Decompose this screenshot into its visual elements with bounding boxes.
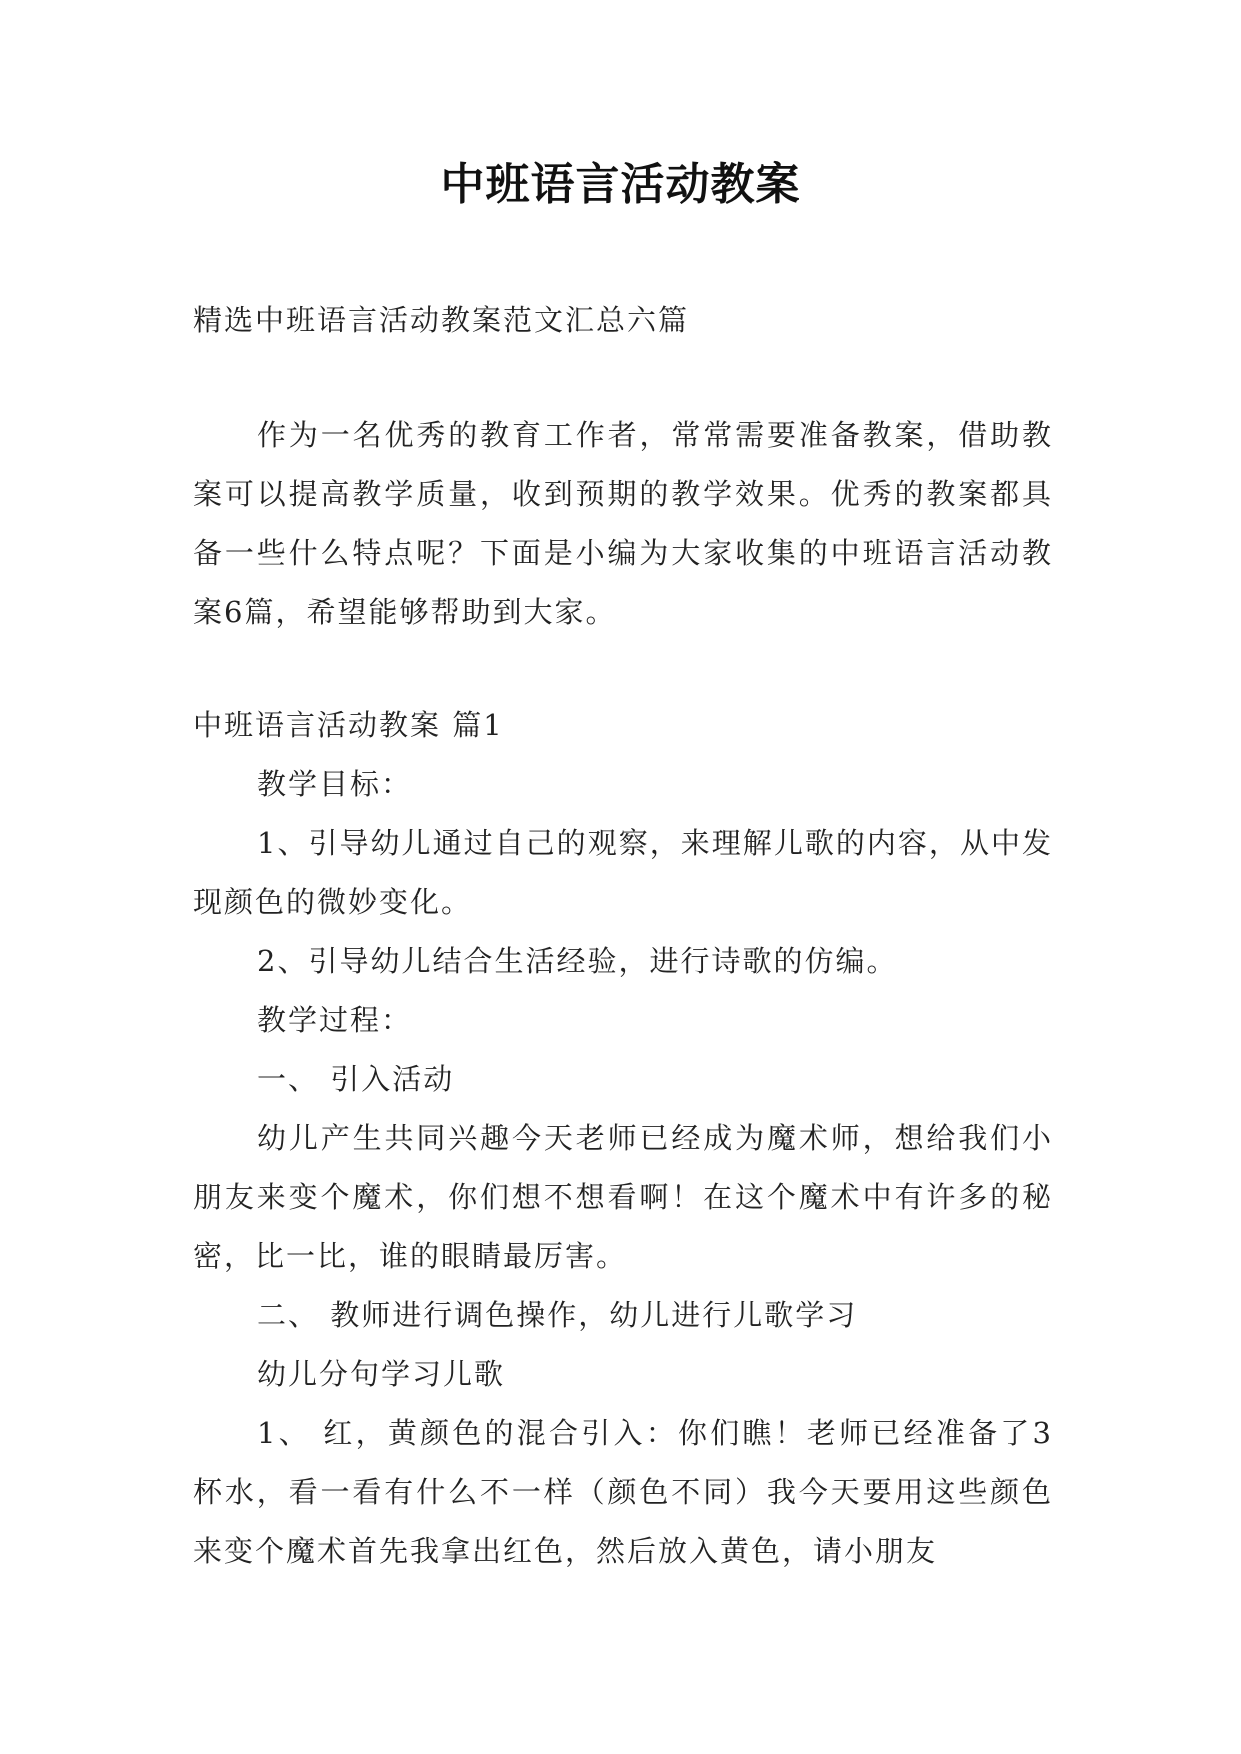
step-2-heading: 二、 教师进行调色操作，幼儿进行儿歌学习 [257,1298,858,1332]
document-subtitle: 精选中班语言活动教案范文汇总六篇 [193,303,690,337]
sub-learn-heading: 幼儿分句学习儿歌 [257,1357,506,1391]
intro-paragraph: 作为一名优秀的教育工作者，常常需要准备教案，借助教案可以提高教学质量，收到预期的教学效果。优秀的教案都具备一些什么特点呢？下面是小编为大家收集的中班语言活动教案6篇，希望能够帮助到大家。 [193,418,1053,629]
step-1-paragraph: 幼儿产生共同兴趣今天老师已经成为魔术师，想给我们小朋友来变个魔术，你们想不想看啊！在这个魔术中有许多的秘密，比一比，谁的眼睛最厉害。 [193,1121,1053,1273]
item-1-paragraph: 1、 红，黄颜色的混合引入：你们瞧！老师已经准备了3杯水，看一看有什么不一样（颜色不同）我今天要用这些颜色来变个魔术首先我拿出红色，然后放入黄色，请小朋友 [193,1416,1053,1568]
goal-item-2: 2、引导幼儿结合生活经验，进行诗歌的仿编。 [257,944,898,978]
goal-item-1: 1、引导幼儿通过自己的观察，来理解儿歌的内容，从中发现颜色的微妙变化。 [193,826,1053,919]
section-heading: 中班语言活动教案 篇1 [193,708,504,742]
process-heading: 教学过程： [257,1003,413,1037]
document-title: 中班语言活动教案 [440,159,801,210]
goal-heading: 教学目标： [257,767,413,801]
step-1-heading: 一、 引入活动 [257,1062,455,1096]
